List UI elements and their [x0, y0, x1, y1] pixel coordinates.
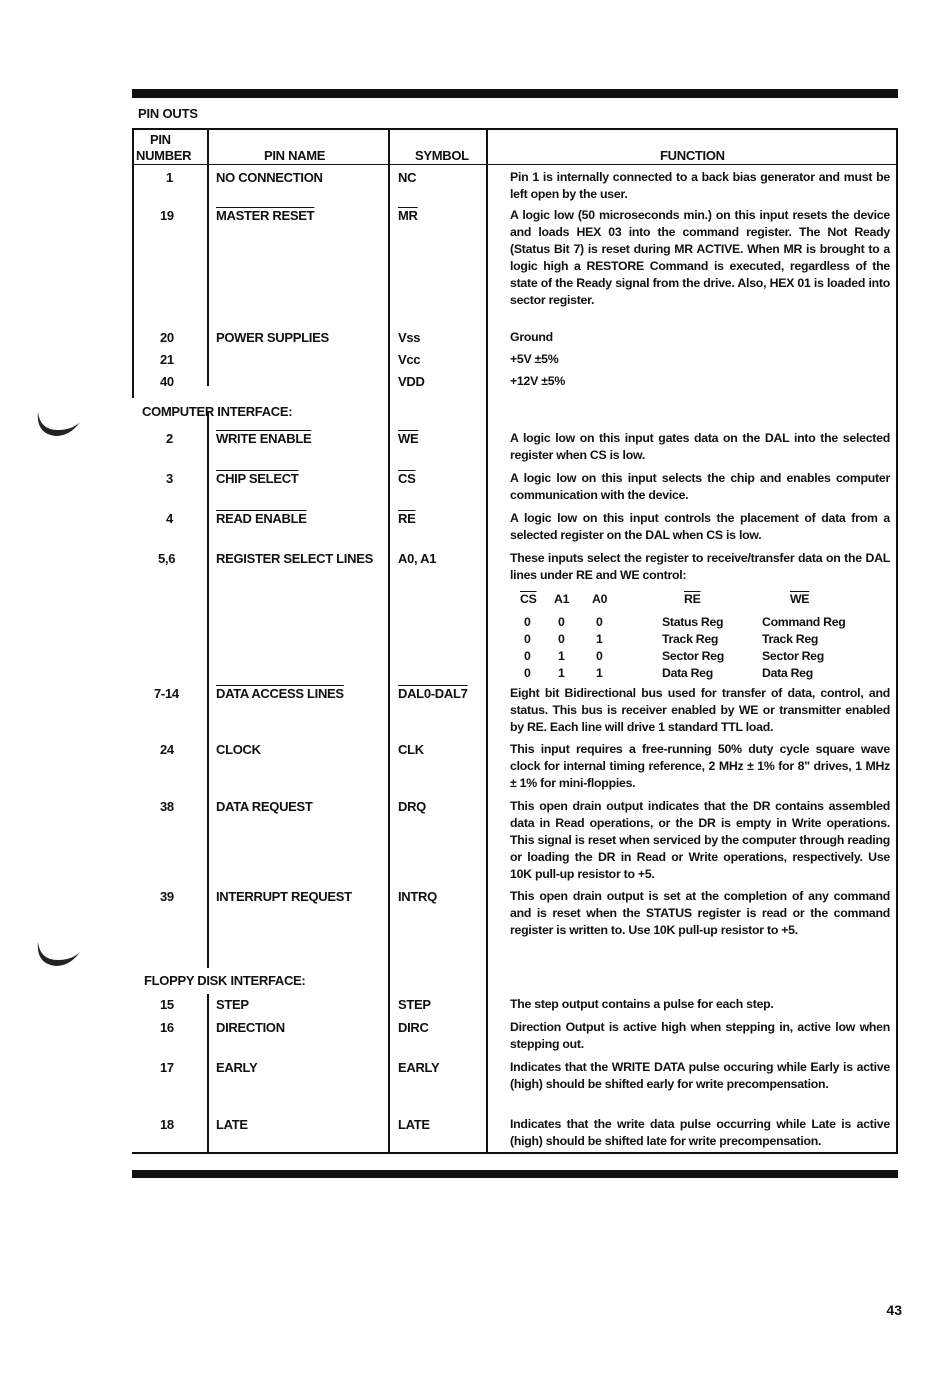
- reg-cell: Data Reg: [762, 666, 813, 680]
- reg-cell: 0: [596, 615, 603, 629]
- reg-header-we: $\overline{WE}$: [790, 592, 810, 606]
- pin-name: STEP: [216, 997, 249, 1012]
- pin-symbol: NC: [398, 170, 417, 185]
- reg-cell: 0: [558, 615, 565, 629]
- pin-function: A logic low on this input controls the placement of data from a selected register on the DAL when CS is low.: [510, 511, 890, 542]
- pin-function: +5V ±5%: [510, 352, 559, 366]
- pin-name: REGISTER SELECT LINES: [216, 551, 373, 566]
- pin-name: WRITE ENABLE: [216, 431, 312, 446]
- pin-number: 19: [160, 208, 174, 223]
- reg-cell: Command Reg: [762, 615, 846, 629]
- pin-symbol: A0, A1: [398, 551, 437, 566]
- reg-header-re: $\overline{RE}$: [684, 592, 701, 606]
- pin-symbol: EARLY: [398, 1060, 440, 1075]
- top-rule: [132, 89, 898, 98]
- reg-cell: 1: [558, 666, 565, 680]
- reg-cell: 1: [558, 649, 565, 663]
- header-symbol: SYMBOL: [415, 148, 469, 163]
- reg-cell: Track Reg: [762, 632, 819, 646]
- pin-number: 39: [160, 889, 174, 904]
- pin-name: POWER SUPPLIES: [216, 330, 329, 345]
- pin-function: A logic low on this input selects the chip and enables computer communication with the device.: [510, 471, 890, 502]
- pin-function: A logic low (50 microseconds min.) on this input resets the device and loads HEX 03 into the command register. The Not Ready (Status Bit 7) is reset during MR ACTIVE. When MR is brought to a logic high a RESTORE Command is executed, regardless of the state of the Ready signal from the drive. Also, HEX 01 is loaded into sector register.: [510, 208, 890, 307]
- pin-symbol: VDD: [398, 374, 425, 389]
- pin-name: EARLY: [216, 1060, 258, 1075]
- section-computer-interface: COMPUTER INTERFACE:: [142, 404, 293, 419]
- pin-symbol: Vss: [398, 330, 421, 345]
- pin-number: 38: [160, 799, 174, 814]
- reg-cell: 0: [524, 632, 531, 646]
- pin-number: 3: [166, 471, 173, 486]
- reg-cell: 0: [596, 649, 603, 663]
- pin-symbol: DIRC: [398, 1020, 429, 1035]
- pin-name: DIRECTION: [216, 1020, 285, 1035]
- pin-function: Ground: [510, 330, 553, 344]
- reg-cell: 0: [558, 632, 565, 646]
- pin-function: Direction Output is active high when stepping in, active low when stepping out.: [510, 1020, 890, 1051]
- bottom-rule: [132, 1170, 898, 1178]
- section-floppy-interface: FLOPPY DISK INTERFACE:: [144, 973, 306, 988]
- header-pin-number-1: PIN: [150, 132, 171, 147]
- pin-name: READ ENABLE: [216, 511, 307, 526]
- pin-symbol: $\overline{MR}$: [398, 208, 418, 223]
- header-function: FUNCTION: [660, 148, 725, 163]
- pin-function: Indicates that the WRITE DATA pulse occuring while Early is active (high) should be shifted early for write precompensation.: [510, 1060, 890, 1091]
- pin-name: NO CONNECTION: [216, 170, 323, 185]
- pin-name: CHIP SELECT: [216, 471, 299, 486]
- pin-number: 1: [166, 170, 173, 185]
- pin-name: DATA ACCESS LINES: [216, 686, 344, 701]
- pin-function: Indicates that the write data pulse occurring while Late is active (high) should be shifted late for write precompensation.: [510, 1117, 890, 1148]
- reg-cell: 1: [596, 666, 603, 680]
- pin-name: CLOCK: [216, 742, 261, 757]
- header-pin-number-2: NUMBER: [136, 148, 192, 163]
- reg-cell: Sector Reg: [762, 649, 824, 663]
- pin-number: 17: [160, 1060, 174, 1075]
- section-title: PIN OUTS: [138, 106, 198, 121]
- reg-header-a1: A1: [554, 592, 570, 606]
- reg-cell: Track Reg: [662, 632, 719, 646]
- pin-name: INTERRUPT REQUEST: [216, 889, 352, 904]
- pin-number: 24: [160, 742, 174, 757]
- pin-number: 18: [160, 1117, 174, 1132]
- pin-number: 4: [166, 511, 173, 526]
- pin-number: 15: [160, 997, 174, 1012]
- page-number: 43: [886, 1302, 902, 1318]
- pin-symbol: STEP: [398, 997, 431, 1012]
- pin-symbol: Vcc: [398, 352, 421, 367]
- pin-function: A logic low on this input gates data on the DAL into the selected register when CS is low.: [510, 431, 890, 462]
- pin-function: +12V ±5%: [510, 374, 565, 388]
- reg-header-cs: $\overline{CS}$: [520, 592, 537, 606]
- pin-symbol: DRQ: [398, 799, 426, 814]
- pin-function: This input requires a free-running 50% duty cycle square wave clock for internal timing reference, 2 MHz ± 1% for 8" drives, 1 MHz ± 1% for mini-floppies.: [510, 742, 890, 790]
- reg-cell: 0: [524, 615, 531, 629]
- pin-number: 5,6: [158, 551, 176, 566]
- pin-symbol: $\overline{CS}$: [398, 471, 416, 486]
- pin-symbol: INTRQ: [398, 889, 437, 904]
- reg-cell: Sector Reg: [662, 649, 724, 663]
- pin-function: Pin 1 is internally connected to a back bias generator and must be left open by the user.: [510, 170, 890, 201]
- reg-header-a0: A0: [592, 592, 608, 606]
- pin-name: LATE: [216, 1117, 248, 1132]
- pin-function: These inputs select the register to receive/transfer data on the DAL lines under RE and WE control:: [510, 551, 890, 582]
- pin-symbol: $\overline{RE}$: [398, 511, 416, 526]
- pin-number: 40: [160, 374, 174, 389]
- reg-cell: 1: [596, 632, 603, 646]
- pin-number: 20: [160, 330, 174, 345]
- pin-name: DATA REQUEST: [216, 799, 313, 814]
- pin-symbol: $\overline{WE}$: [398, 431, 419, 446]
- pin-number: 16: [160, 1020, 174, 1035]
- pin-table: [132, 128, 898, 1154]
- pin-symbol: CLK: [398, 742, 424, 757]
- reg-cell: Data Reg: [662, 666, 713, 680]
- pin-function: Eight bit Bidirectional bus used for transfer of data, control, and status. This bus is receiver enabled by WE or transmitter enabled by RE. Each line will drive 1 standard TTL load.: [510, 686, 890, 734]
- pin-name: MASTER RESET: [216, 208, 315, 223]
- binder-hole-mark-1: [34, 410, 84, 438]
- register-select-table: [512, 590, 892, 680]
- pin-number: 21: [160, 352, 174, 367]
- pin-function: This open drain output is set at the completion of any command and is reset when the STATUS register is read or the command register is written to. Use 10K pull-up resistor to +5.: [510, 889, 890, 937]
- pin-symbol: LATE: [398, 1117, 430, 1132]
- binder-hole-mark-2: [34, 940, 84, 968]
- reg-cell: 0: [524, 666, 531, 680]
- pin-symbol: DAL0-DAL7: [398, 686, 468, 701]
- header-pin-name: PIN NAME: [264, 148, 326, 163]
- pin-number: 2: [166, 431, 173, 446]
- pin-number: 7-14: [154, 686, 179, 701]
- reg-cell: 0: [524, 649, 531, 663]
- pin-function: The step output contains a pulse for each step.: [510, 997, 774, 1011]
- reg-cell: Status Reg: [662, 615, 724, 629]
- pin-function: This open drain output indicates that the DR contains assembled data in Read operations, or the DR is empty in Write operations. This signal is reset when serviced by the computer through reading or loading the DR in Read or Write operations, respectively. Use 10K pull-up resistor to +5.: [510, 799, 890, 881]
